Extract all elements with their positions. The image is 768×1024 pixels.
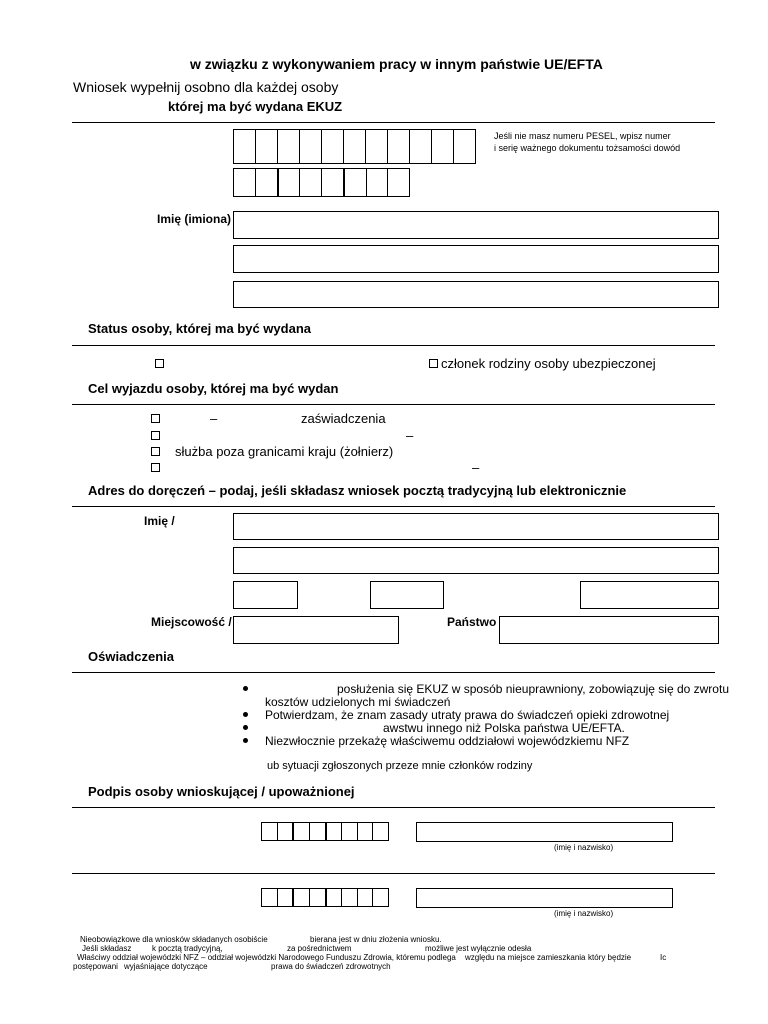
purpose-option2-dash: – xyxy=(406,428,414,443)
divider xyxy=(72,873,715,874)
bullet-icon xyxy=(243,686,248,691)
purpose-option1-checkbox[interactable] xyxy=(151,414,160,423)
footnote-line4a: postępowani xyxy=(73,962,118,971)
purpose-option1-label: zaświadczenia xyxy=(301,411,386,426)
status-heading: Status osoby, której ma być wydana xyxy=(88,321,311,336)
purpose-option3-checkbox[interactable] xyxy=(151,447,160,456)
signature-name-field-1[interactable] xyxy=(416,822,673,842)
footnote-line3c: który będzie xyxy=(588,953,632,962)
purpose-option4-dash: – xyxy=(472,460,480,475)
address-postal-code-field[interactable] xyxy=(580,581,719,609)
bullet-icon xyxy=(243,738,248,743)
first-name-label: Imię (imiona) xyxy=(157,212,232,226)
pesel-input-cells[interactable] xyxy=(233,129,476,164)
divider xyxy=(72,345,715,346)
purpose-option1-dash: – xyxy=(210,411,218,426)
footnote-line2b: k pocztą tradycyjną, xyxy=(152,944,223,953)
purpose-option4-checkbox[interactable] xyxy=(151,463,160,472)
declaration-item1-line1: posłużenia się EKUZ w sposób nieuprawniony, zobowiązuję się do zwrotu xyxy=(337,682,729,696)
footnote-line2c: za pośrednictwem xyxy=(287,944,352,953)
purpose-heading: Cel wyjazdu osoby, której ma być wydan xyxy=(88,381,339,396)
signature-name-field-2[interactable] xyxy=(416,888,673,908)
pesel-note-line2: i serię ważnego dokumentu tożsamości dowód xyxy=(494,143,681,153)
address-country-label: Państwo xyxy=(447,615,497,629)
pesel-note-line1: Jeśli nie masz numeru PESEL, wpisz numer xyxy=(494,131,671,141)
form-title: w związku z wykonywaniem pracy w innym państwie UE/EFTA xyxy=(190,56,603,72)
divider xyxy=(72,122,715,123)
purpose-option3-label: służba poza granicami kraju (żołnierz) xyxy=(175,444,394,459)
first-name-field[interactable] xyxy=(233,211,719,239)
address-heading: Adres do doręczeń – podaj, jeśli składasz wniosek pocztą tradycyjną lub elektronicznie xyxy=(88,483,627,498)
address-flat-number-field[interactable] xyxy=(370,581,444,609)
extra-name-field[interactable] xyxy=(233,281,719,308)
address-city-label: Miejscowość / xyxy=(151,615,232,629)
signature-heading: Podpis osoby wnioskującej / upoważnionej xyxy=(88,784,355,799)
address-name-field[interactable] xyxy=(233,513,719,540)
declaration-item3: awstwu innego niż Polska państwa UE/EFTA. xyxy=(383,721,625,735)
signature-name-caption-1: (imię i nazwisko) xyxy=(554,843,614,852)
status-family-label: członek rodziny osoby ubezpieczonej xyxy=(441,356,656,371)
footnote-line3a: Właściwy oddział wojewódzki NFZ – oddział wojewódzki Narodowego Funduszu Zdrowia, któremu podlega xyxy=(77,953,456,962)
footnote-line2a: Jeśli składasz xyxy=(82,944,132,953)
address-house-number-field[interactable] xyxy=(233,581,298,609)
footnote-line2d: możliwe jest wyłącznie odesła xyxy=(425,944,532,953)
divider xyxy=(72,404,715,405)
footnote-line4b: wyjaśniające dotyczące xyxy=(124,962,208,971)
footnote-line3b: względu na miejsce zamieszkania xyxy=(465,953,586,962)
purpose-option2-checkbox[interactable] xyxy=(151,431,160,440)
signature-name-caption-2: (imię i nazwisko) xyxy=(554,909,614,918)
bullet-icon xyxy=(243,712,248,717)
declarations-heading: Oświadczenia xyxy=(88,649,174,664)
signature-date-cells-2[interactable] xyxy=(261,888,389,907)
divider xyxy=(72,807,715,808)
signature-date-cells-1[interactable] xyxy=(261,822,389,841)
status-family-checkbox[interactable] xyxy=(429,359,438,368)
footnote-line4c: prawa do świadczeń zdrowotnych xyxy=(271,962,391,971)
form-subtitle: której ma być wydana EKUZ xyxy=(168,99,343,114)
declaration-item2: Potwierdzam, że znam zasady utraty prawa do świadczeń opieki zdrowotnej xyxy=(265,708,670,722)
address-country-field[interactable] xyxy=(499,616,719,644)
address-city-field[interactable] xyxy=(233,616,399,644)
divider xyxy=(72,506,715,507)
declaration-item4: Niezwłocznie przekażę właściwemu oddziałowi wojewódzkiemu NFZ xyxy=(265,734,630,748)
footnote-line3d: Ic xyxy=(660,953,667,962)
declaration-item1-line2: kosztów udzielonych mi świadczeń xyxy=(265,695,451,709)
bullet-icon xyxy=(243,725,248,730)
address-name-label: Imię / xyxy=(144,514,175,528)
status-insured-checkbox[interactable] xyxy=(155,359,164,368)
address-street-field[interactable] xyxy=(233,547,719,574)
declaration-item4-continued: ub sytuacji zgłoszonych przeze mnie członków rodziny xyxy=(267,760,533,772)
footnote-line1a: Nieobowiązkowe dla wniosków składanych osobiście xyxy=(80,935,268,944)
document-number-cells[interactable] xyxy=(233,168,410,197)
form-instruction: Wniosek wypełnij osobno dla każdej osoby xyxy=(73,79,339,95)
last-name-field[interactable] xyxy=(233,245,719,273)
divider xyxy=(72,672,715,673)
footnote-line1b: bierana jest w dniu złożenia wniosku. xyxy=(310,935,442,944)
